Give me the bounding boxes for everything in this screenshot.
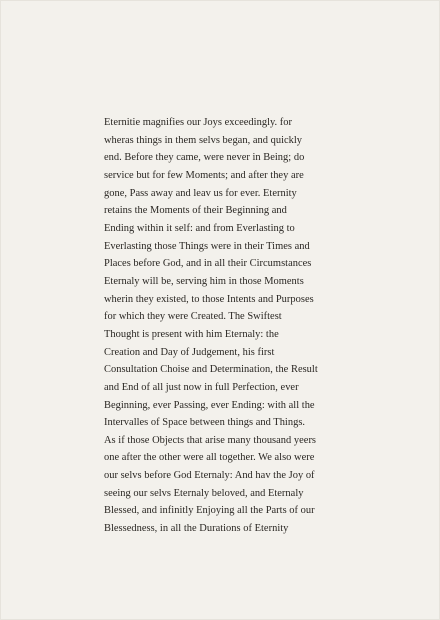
- text-line: gone, Pass away and leav us for ever. Eternity: [104, 187, 297, 199]
- text-line: for which they were Created. The Swiftest: [104, 311, 282, 323]
- text-line: Consultation Choise and Determination, the Result: [104, 364, 318, 376]
- text-line: As if those Objects that arise many thousand yeers: [104, 434, 317, 446]
- text-line: and End of all just now in full Perfection, ever: [104, 381, 299, 393]
- text-line: Blessedness, in all the Durations of Eternity: [104, 523, 289, 535]
- text-line: our selvs before God Eternaly: And hav the Joy of: [104, 470, 315, 482]
- text-line: Thought is present with him Eternaly: the: [104, 328, 279, 340]
- text-line: wherin they existed, to those Intents and Purposes: [104, 293, 314, 305]
- text-line: Eternaly will be, serving him in those Moments: [104, 275, 304, 287]
- text-line: retains the Moments of their Beginning and: [104, 205, 287, 217]
- text-line: Creation and Day of Judgement, his first: [104, 346, 275, 358]
- text-line: end. Before they came, were never in Being; do: [104, 152, 305, 164]
- text-line: Eternitie magnifies our Joys exceedingly. for: [104, 117, 293, 128]
- text-line: Intervalles of Space between things and Things.: [104, 417, 306, 429]
- text-line: Beginning, ever Passing, ever Ending: with all the: [104, 399, 315, 411]
- text-line: wheras things in them selvs began, and quickly: [104, 134, 303, 146]
- text-line: Ending within it self: and from Everlasting to: [104, 222, 295, 234]
- text-line: Blessed, and infinitly Enjoying all the Parts of our: [104, 505, 315, 517]
- text-line: Everlasting those Things were in their Times and: [104, 240, 310, 252]
- text-line: service but for few Moments; and after they are: [104, 169, 304, 181]
- body-text: [104, 114, 366, 538]
- text-line: Places before God, and in all their Circumstances: [104, 258, 312, 270]
- text-line: one after the other were all together. We also were: [104, 452, 315, 464]
- text-line: seeing our selvs Eternaly beloved, and Eternaly: [104, 487, 304, 499]
